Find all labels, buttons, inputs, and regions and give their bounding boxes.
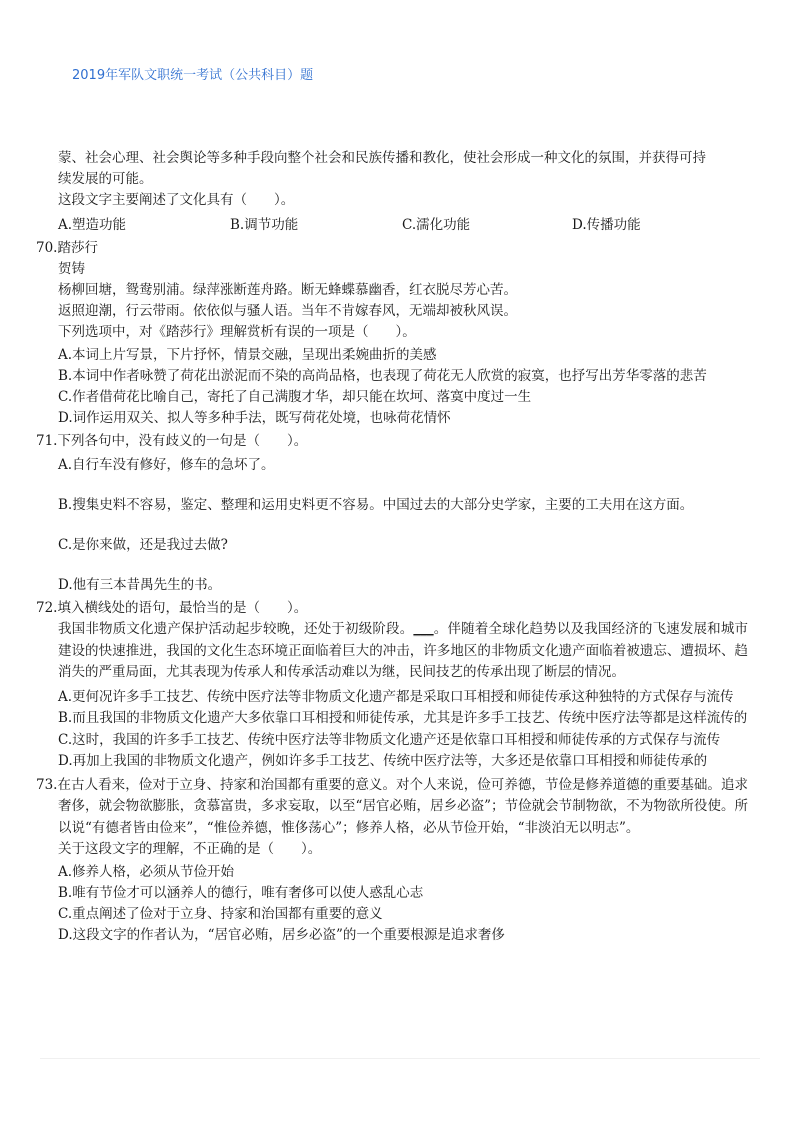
q71-option-b: B.搜集史料不容易，鉴定、整理和运用史料更不容易。中国过去的大部分史学家，主要的工夫用在这方面。 xyxy=(58,497,694,513)
q71-option-d: D.他有三本昔禺先生的书。 xyxy=(58,577,222,593)
q70-author: 贺铸 xyxy=(58,261,85,277)
q73-question: 关于这段文字的理解，不正确的是（ ）。 xyxy=(58,841,322,857)
q72-option-c: C.这时，我国的许多手工技艺、传统中医疗法等非物质文化遗产还是依靠口耳相授和师徒传承的方式保存与流传 xyxy=(58,731,721,748)
q72-passage-after-blank: 。伴随着全球化趋势以及我国经济的飞速发展和城市建设的快速推进，我国的文化生态环境正面临着巨大的冲击，许多地区的非物质文化遗产面临着被遗忘、遭损坏、趋消失的严重局面，尤其表现为传承人和传承活动难以为继，民间技艺的传承出现了断层的情况。 xyxy=(58,621,749,680)
q72-question: 72.填入横线处的语句，最恰当的是（ ）。 xyxy=(36,600,308,616)
q73-option-a: A.修养人格，必须从节俭开始 xyxy=(58,864,235,880)
q72-blank: ___ xyxy=(413,621,434,637)
q70-option-d: D.词作运用双关、拟人等多种手法，既写荷花处境，也咏荷花情怀 xyxy=(58,410,451,426)
q69-option-b: B.调节功能 xyxy=(230,217,299,233)
q73-option-c: C.重点阐述了俭对于立身、持家和治国都有重要的意义 xyxy=(58,906,383,922)
q69-question: 这段文字主要阐述了文化具有（ ）。 xyxy=(58,192,295,208)
q69-text-line-1: 蒙、社会心理、社会舆论等多种手段向整个社会和民族传播和教化，使社会形成一种文化的氛围，并获得可持 xyxy=(58,150,706,166)
q69-option-d: D.传播功能 xyxy=(572,217,641,233)
q70-poem-line-2: 返照迎潮，行云带雨。依依似与骚人语。当年不肯嫁春风，无端却被秋风误。 xyxy=(58,303,517,319)
question-71 xyxy=(36,431,748,596)
q69-option-c: C.濡化功能 xyxy=(402,217,471,233)
q70-option-a: A.本词上片写景，下片抒怀，情景交融，呈现出柔婉曲折的美感 xyxy=(58,347,437,363)
q70-poem-line-1: 杨柳回塘，鸳鸯别浦。绿萍涨断莲舟路。断无蜂蝶慕幽香，红衣脱尽芳心苦。 xyxy=(58,282,517,298)
page-header-title: 2019年军队文职统一考试（公共科目）题 xyxy=(72,68,314,83)
q71-question: 71.下列各句中，没有歧义的一句是（ ）。 xyxy=(36,433,308,449)
q70-question: 下列选项中，对《踏莎行》理解赏析有误的一项是（ ）。 xyxy=(58,324,416,340)
q70-option-b: B.本词中作者咏赞了荷花出淤泥而不染的高尚品格，也表现了荷花无人欣赏的寂寞，也抒写出芳华零落的悲苦 xyxy=(58,368,707,384)
q69-text-line-2: 续发展的可能。 xyxy=(58,171,153,187)
q70-title: 70.踏莎行 xyxy=(36,240,98,256)
q72-passage xyxy=(58,619,748,684)
q72-option-a: A.更何况许多手工技艺、传统中医疗法等非物质文化遗产都是采取口耳相授和师徒传承这种独特的方式保存与流传 xyxy=(58,688,734,705)
document-content xyxy=(36,148,749,946)
q72-option-d: D.再加上我国的非物质文化遗产，例如许多手工技艺、传统中医疗法等，大多还是依靠口耳相授和师徒传承的 xyxy=(58,753,708,769)
question-69 xyxy=(58,148,748,236)
footer-divider xyxy=(40,1058,760,1059)
q72-passage-before-blank: 我国非物质文化遗产保护活动起步较晚，还处于初级阶段。 xyxy=(58,621,414,637)
q73-passage: 73.在古人看来，俭对于立身、持家和治国都有重要的意义。对个人来说，俭可养德，节俭是修养道德的重要基础。追求奢侈，就会物欲膨胀，贪慕富贵，多求妄取，以至“居官必贿，居乡必盗”；节俭就会节制物欲，不为物欲所役使。所以说“有德者皆由俭来”，“惟俭养德，惟侈荡心”；修养人格，必从节俭开始，“非淡泊无以明志”。 xyxy=(36,776,748,836)
q70-option-c: C.作者借荷花比喻自己，寄托了自己满腹才华，却只能在坎坷、落寞中度过一生 xyxy=(58,389,532,405)
q71-option-c: C.是你来做，还是我过去做? xyxy=(58,537,228,553)
question-73 xyxy=(36,775,748,947)
q71-option-a: A.自行车没有修好，修车的急坏了。 xyxy=(58,457,275,473)
q73-option-d: D.这段文字的作者认为，“居官必贿，居乡必盗”的一个重要根源是追求奢侈 xyxy=(58,927,505,943)
q69-option-a: A.塑造功能 xyxy=(58,217,127,233)
q69-options xyxy=(58,215,748,236)
question-72 xyxy=(36,598,749,773)
q73-option-b: B.唯有节俭才可以涵养人的德行，唯有奢侈可以使人惑乱心志 xyxy=(58,885,424,901)
question-70 xyxy=(36,238,748,429)
q72-option-b: B.而且我国的非物质文化遗产大多依靠口耳相授和师徒传承，尤其是许多手工技艺、传统中医疗法等都是这样流传的 xyxy=(58,710,748,726)
